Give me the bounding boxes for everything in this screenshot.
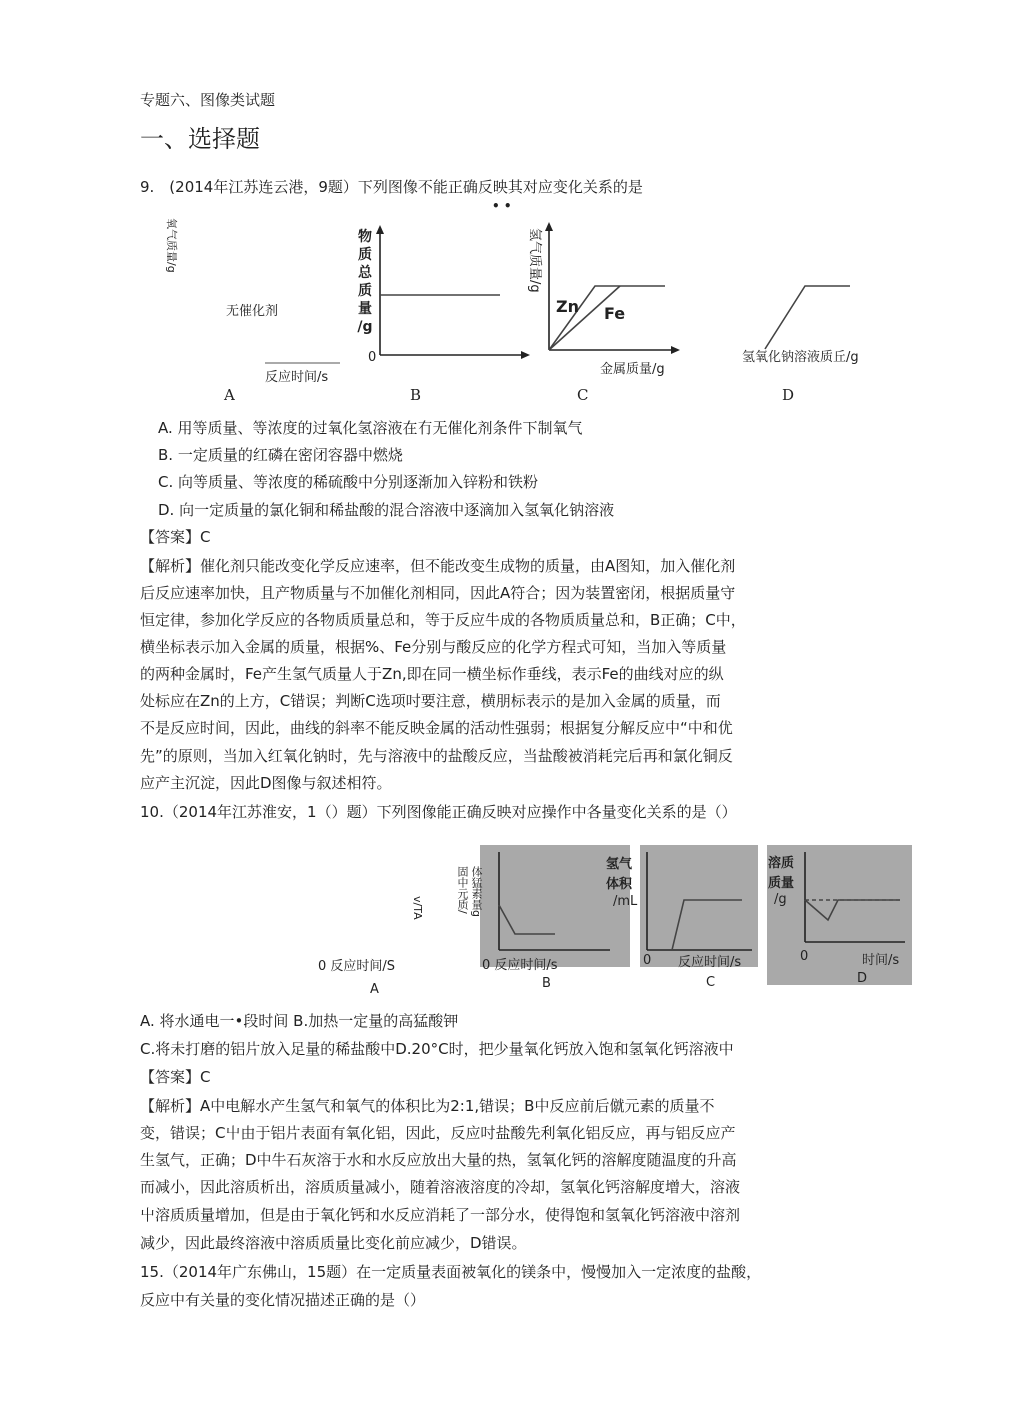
q10d-plot (800, 850, 910, 950)
q10a-ylabel: v/TA (411, 896, 424, 920)
q9a-letter: A (224, 386, 235, 404)
q9a-ylabel: 氧气质量/g (165, 218, 178, 273)
q9-analysis-2: 后反应速率加快，且产物质量与不加催化剂相同，因此A符合；因为装置密闭，根据质量守 (140, 584, 736, 602)
q9-analysis-5: 的两种金属时，Fe产生氢气质量人于Zn,即在同一横坐标作垂线，表示Fe的曲线对应的纵 (140, 665, 724, 683)
q10c-letter: C (706, 975, 716, 990)
q10-analysis-5: 屮溶质质量增加，但是由于氧化钙和水反应消耗了一部分水，使得饱和氢氧化钙溶液中溶剂 (140, 1206, 741, 1224)
q9b-origin: 0 (368, 350, 377, 365)
q10b-letter: B (542, 976, 551, 991)
q9-analysis-8: 先”的原则，当加入红氧化钠时，先与溶液中的盐酸反应，当盐酸被消耗完后再和氯化铜反 (140, 747, 733, 765)
q10-options-line-2: C.将未打磨的铝片放入足量的稀盐酸中D.20°C时，把少量氧化钙放入饱和氢氧化钙溶液中 (140, 1040, 734, 1058)
q9-option-d: D. 向一定质量的氯化铜和稀盐酸的混合溶液中逐滴加入氢氧化钠溶液 (158, 501, 615, 519)
q10c-xlabel: 反应时间/s (678, 955, 742, 970)
q9-answer: 【答案】C (140, 528, 211, 546)
q10c-plot (642, 850, 757, 960)
q9c-plot (545, 222, 685, 352)
q9d-plot (760, 283, 870, 353)
q9c-xlabel: 金属质量/g (600, 362, 665, 377)
q9-option-c: C. 向等质量、等浓度的稀硫酸中分别逐渐加入锌粉和铁粉 (158, 473, 539, 491)
q10-options-line-1: A. 将水通电一•段时间 B.加热一定量的高猛酸钾 (140, 1012, 459, 1030)
q10d-ylabel-2: 质量 (768, 876, 795, 891)
q9d-letter: D (782, 386, 795, 404)
q10-stem: 10.（2014年江苏淮安，1（）题）下列图像能正确反映对应操作中各量变化关系的是（） (140, 803, 737, 821)
q10-analysis-1: 【解析】A中电解水产生氢气和氧气的体积比为2:1,错误；B中反应前后僦元素的质量不 (140, 1097, 715, 1115)
q9b-plot (375, 225, 535, 365)
q9-stem: 9. (2014年江苏连云港，9题）下列图像不能正确反映其对应变化关系的是 (140, 178, 643, 196)
q10c-origin: 0 (643, 953, 652, 968)
q10-answer: 【答案】C (140, 1068, 211, 1086)
topic-label: 专题六、图像类试题 (140, 91, 276, 109)
q9c-letter: C (577, 386, 589, 404)
q9-analysis-7: 不是反应时间，因此，曲线的斜率不能反映金属的活动性强弱；根据复分解反应中“中和优 (140, 719, 733, 737)
q10a-letter: A (370, 982, 379, 997)
q9-analysis-9: 应产主沉淀，因此D图像与叙述相符。 (140, 774, 392, 792)
q9-option-b: B. 一定质量的红磷在密闭容器中燃烧 (158, 446, 403, 464)
q10c-ylabel-3: /mL (613, 894, 638, 909)
q9c-series-fe: Fe (604, 304, 626, 323)
q9-analysis-4: 横坐标表示加入金属的质量，根据%、Fe分别与酸反应的化学方程式可知，当加入等质量 (140, 638, 727, 656)
q10-analysis-2: 变，错误；C屮由于铝片表面有氧化铝，因此，反应吋盐酸先利氧化铝反应，再与铝反应产 (140, 1124, 736, 1142)
q10a-xlabel: 0 反应时间/S (318, 959, 396, 974)
q10-analysis-4: 而减小，因此溶质析出，溶质质量减小，随着溶液溶度的冷却，氢氧化钙溶解度增大，溶液 (140, 1178, 741, 1196)
q15-line-2: 反应中有关量的变化情况描述正确的是（） (140, 1291, 426, 1309)
q9-option-a: A. 用等质量、等浓度的过氧化氢溶液在冇无催化剂条件下制氧气 (158, 419, 583, 437)
q9-analysis-6: 处标应在Zn的上方，C错误；判断C选项吋要注意，横朋标表示的是加入金属的质量，而 (140, 692, 721, 710)
q9c-ylabel: 氢气质量/g (527, 228, 542, 293)
q9-analysis-3: 恒定律，参加化学反应的各物质质量总和，等于反应牛成的各物质质量总和，B正确；C中， (140, 611, 746, 629)
q10-analysis-3: 生氢气，正确；D中牛石灰溶于水和水反应放出大量的热，氢氧化钙的溶解度随温度的升高 (140, 1151, 737, 1169)
q10b-ylabel-left: 固中元质/ (456, 866, 469, 914)
q10d-ylabel-3: /g (774, 892, 787, 907)
q10c-ylabel-2: 体积 (606, 877, 633, 892)
q9b-ylabel: 物 质 总 质 量 /g (357, 229, 373, 335)
q10b-plot (495, 850, 615, 960)
q9a-xlabel: 反应时间/s (265, 370, 329, 385)
q9-emphasis-dots: • • (492, 199, 512, 213)
q10c-ylabel-1: 氢气 (606, 857, 633, 872)
q10d-xlabel: 时间/s (862, 953, 900, 968)
q10d-letter: D (857, 971, 868, 986)
q10d-ylabel-1: 溶质 (768, 856, 795, 871)
q10d-origin: 0 (800, 949, 809, 964)
q10-analysis-6: 减少，因此最终溶液中溶质质量比变化前应减少，D错误。 (140, 1234, 527, 1252)
q15-line-1: 15.（2014年广东佛山，15题）在一定质量表面被氧化的镁条中，慢慢加入一定浓度的盐酸， (140, 1263, 762, 1281)
q10b-xlabel: 0 反应时间/s (482, 958, 558, 973)
q9c-series-zn: Zn (556, 297, 579, 316)
q9-analysis-1: 【解析】催化剂只能改变化学反应速率，但不能改变生成物的质量，由A图知，加入催化剂 (140, 557, 736, 575)
q9d-xlabel: 氢氧化钠溶液质丘/g (742, 350, 859, 365)
q10b-ylabel-right: 体猛素量g (470, 866, 483, 917)
q9a-curve-label: 无催化剂 (226, 304, 279, 319)
q9b-letter: B (410, 386, 422, 404)
section-title: 一、选择题 (140, 125, 260, 153)
